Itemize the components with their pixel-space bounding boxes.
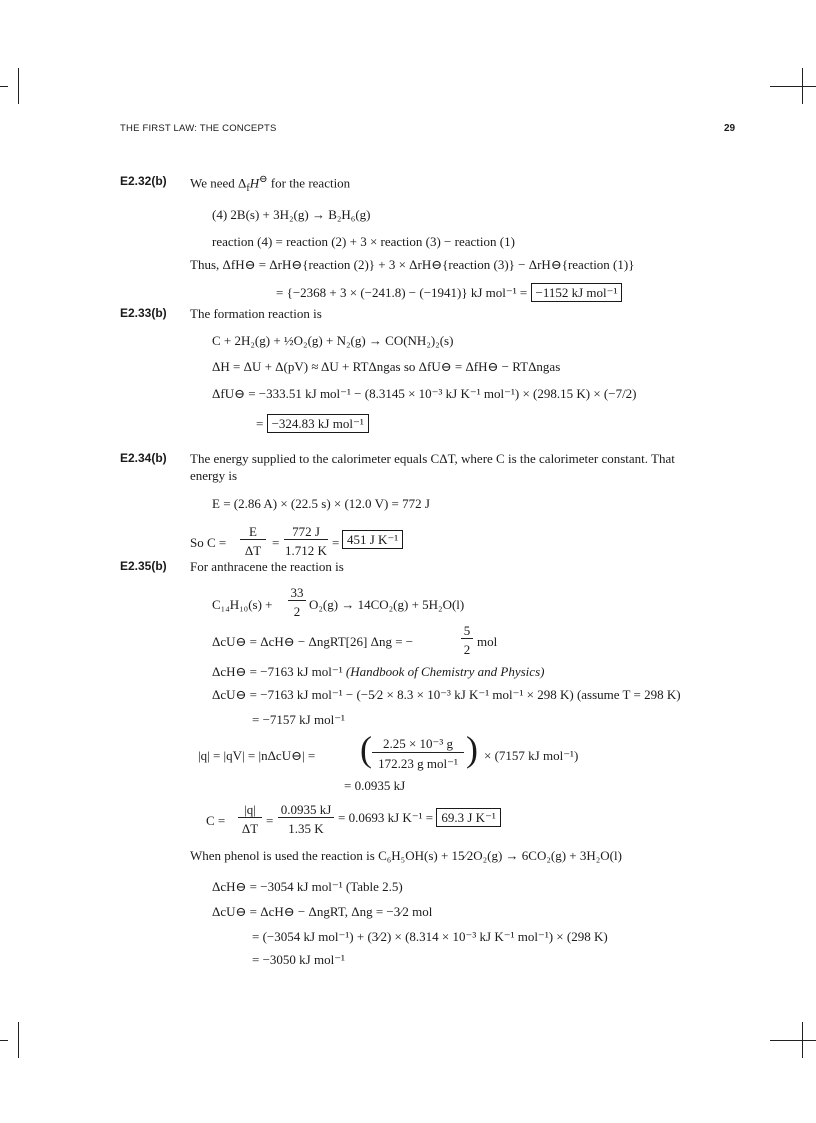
e235-intro: For anthracene the reaction is: [190, 559, 344, 574]
e235-c-lhs: C =: [206, 813, 226, 828]
e234-eq1: =: [272, 535, 280, 550]
e235-c-frac2-bar: [278, 817, 334, 818]
e235-energy-relation: ΔcU⊖ = ΔcH⊖ − ΔngRT[26] Δng = −: [212, 634, 414, 649]
e233-intro: The formation reaction is: [190, 306, 322, 321]
e234-frac1-bar: [240, 539, 266, 540]
e235-reaction-num: 33: [290, 585, 304, 600]
e234-so-c: So C =: [190, 535, 227, 550]
e233-result: = −324.83 kJ mol⁻¹: [256, 414, 369, 433]
e235-dng-bar: [461, 638, 473, 639]
e234-answer-box: 451 J K⁻¹: [342, 530, 403, 549]
exercise-label-e233: E2.33(b): [120, 306, 167, 320]
e235-reaction-lhs: C₁₄H₁₀(s) +: [212, 597, 273, 612]
e234-intro-line1: The energy supplied to the calorimeter equals CΔT, where C is the calorimeter constant. That: [190, 451, 675, 466]
e234-frac2-bar: [284, 539, 328, 540]
e235-c-result: = 0.0693 kJ K⁻¹ = 69.3 J K⁻¹: [338, 808, 501, 827]
e234-frac2-num: 772 J: [292, 524, 320, 539]
e235-reaction-rhs: O₂(g) → 14CO₂(g) + 5H₂O(l): [309, 597, 465, 612]
e235-c-frac2-num: 0.0935 kJ: [280, 802, 332, 817]
e235-dng-den: 2: [463, 642, 471, 657]
e234-frac1-num: E: [249, 524, 257, 539]
e235-heat-lhs: |q| = |qV| = |nΔcU⊖| =: [198, 748, 316, 763]
exercise-label-e234: E2.34(b): [120, 451, 167, 465]
e234-intro-line2: energy is: [190, 468, 238, 483]
crop-mark-left-bottom-h: [0, 1040, 8, 1041]
running-header: THE FIRST LAW: THE CONCEPTS: [120, 123, 277, 134]
e235-phenol-relation: ΔcU⊖ = ΔcH⊖ − ΔngRT, Δng = −3⁄2 mol: [212, 904, 433, 919]
e235-c-frac1-den: ΔT: [241, 821, 259, 836]
crop-mark-right-bottom-h: [770, 1040, 816, 1041]
crop-mark-left-bottom: [18, 1022, 19, 1058]
e234-result: [342, 530, 403, 549]
e235-internal-energy-result: = −7157 kJ mol⁻¹: [252, 712, 345, 727]
e235-phenol-result: = −3050 kJ mol⁻¹: [252, 952, 345, 967]
crop-mark-left-top: [18, 68, 19, 104]
e235-paren-open: (: [360, 729, 372, 769]
e235-heat-bar: [372, 752, 464, 753]
e235-heat-result: = 0.0935 kJ: [344, 778, 406, 793]
e232-combination: reaction (4) = reaction (2) + 3 × reaction (3) − reaction (1): [212, 234, 515, 249]
e234-frac1-den: ΔT: [244, 543, 262, 558]
e232-hess-equation: Thus, ΔfH⊖ = ΔrH⊖{reaction (2)} + 3 × ΔrH⊖{reaction (3)} − ΔrH⊖{reaction (1)}: [190, 257, 635, 272]
e235-c-frac1-num: |q|: [244, 802, 256, 817]
e235-dng-num: 5: [463, 623, 471, 638]
e235-phenol-enthalpy: ΔcH⊖ = −3054 kJ mol⁻¹ (Table 2.5): [212, 879, 403, 894]
e235-enthalpy: ΔcH⊖ = −7163 kJ mol⁻¹ (Handbook of Chemistry and Physics): [212, 664, 545, 679]
e233-answer-box: −324.83 kJ mol⁻¹: [267, 414, 369, 433]
e235-paren-close: ): [466, 729, 478, 769]
e235-phenol-calculation: = (−3054 kJ mol⁻¹) + (3⁄2) × (8.314 × 10⁻³ kJ K⁻¹ mol⁻¹) × (298 K): [252, 929, 608, 944]
e235-reaction-bar: [288, 600, 306, 601]
e233-relation: ΔH = ΔU + Δ(pV) ≈ ΔU + RTΔngas so ΔfU⊖ = ΔfH⊖ − RTΔngas: [212, 359, 561, 374]
e232-answer-box: −1152 kJ mol⁻¹: [531, 283, 623, 302]
e232-reaction: (4) 2B(s) + 3H₂(g) → B₂H₆(g): [212, 207, 371, 222]
e234-energy: E = (2.86 A) × (22.5 s) × (12.0 V) = 772 J: [212, 496, 430, 511]
e232-intro: We need $\Delta_fH^⊖$ for the reaction: [190, 174, 351, 194]
e234-frac2-den: 1.712 K: [285, 543, 327, 558]
e235-phenol-reaction: When phenol is used the reaction is C₆H₅OH(s) + 15⁄2O₂(g) → 6CO₂(g) + 3H₂O(l): [190, 848, 622, 863]
e235-c-frac1-bar: [238, 817, 262, 818]
page-number: 29: [724, 123, 736, 134]
exercise-label-e235: E2.35(b): [120, 559, 167, 573]
e235-c-eq1: =: [266, 813, 274, 828]
e235-internal-energy: ΔcU⊖ = −7163 kJ mol⁻¹ − (−5⁄2 × 8.3 × 10⁻³ kJ K⁻¹ mol⁻¹ × 298 K) (assume T = 298 K): [212, 687, 681, 702]
e235-answer-box: 69.3 J K⁻¹: [436, 808, 500, 827]
e233-reaction: C + 2H₂(g) + ½O₂(g) + N₂(g) → CO(NH₂)₂(s): [212, 333, 454, 348]
exercise-label-e232: E2.32(b): [120, 174, 167, 188]
e235-dng-unit: mol: [477, 634, 498, 649]
e235-c-frac2-den: 1.35 K: [288, 821, 324, 836]
crop-mark-right-top-h: [770, 86, 816, 87]
e235-heat-multiplier: × (7157 kJ mol⁻¹): [484, 748, 579, 763]
e232-calculation: = {−2368 + 3 × (−241.8) − (−1941)} kJ mol⁻¹ = −1152 kJ mol⁻¹: [276, 283, 622, 302]
e234-eq2: =: [332, 535, 340, 550]
crop-mark-left-top-h: [0, 86, 8, 87]
e235-heat-den: 172.23 g mol⁻¹: [378, 756, 458, 771]
e235-reaction-den: 2: [293, 604, 301, 619]
e233-calculation: ΔfU⊖ = −333.51 kJ mol⁻¹ − (8.3145 × 10⁻³ kJ K⁻¹ mol⁻¹) × (298.15 K) × (−7/2): [212, 386, 637, 401]
e235-heat-num: 2.25 × 10⁻³ g: [382, 736, 454, 751]
